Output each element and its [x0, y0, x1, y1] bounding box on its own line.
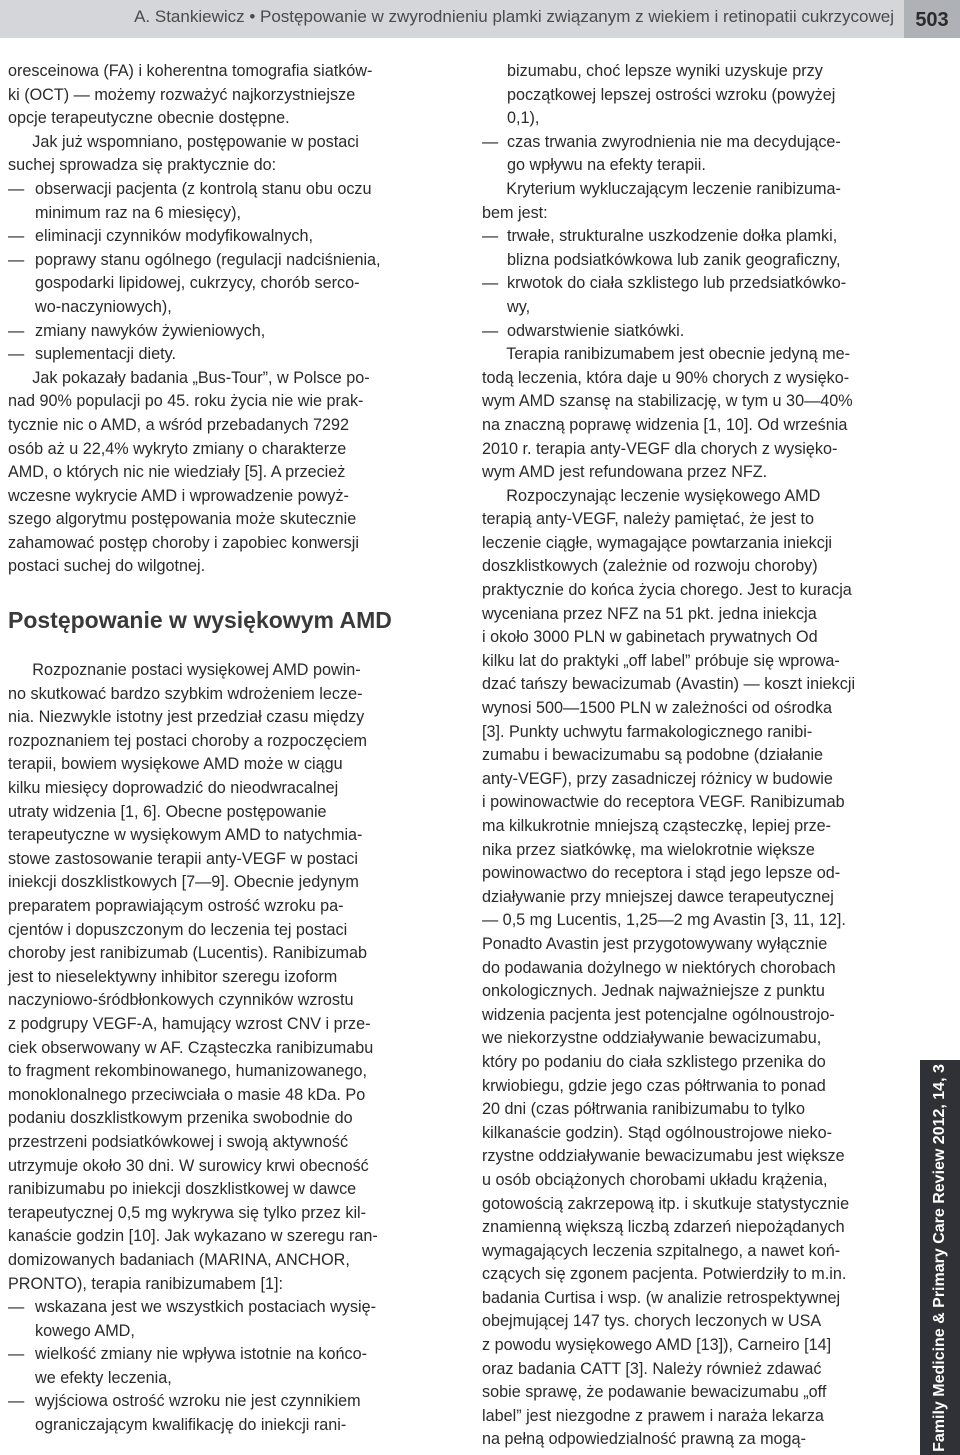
list-item [482, 131, 907, 178]
text-line: domizowanych badaniach (MARINA, ANCHOR, [8, 1250, 350, 1269]
text-line: 20 dni (czas półtrwania ranibizumabu to tylko [482, 1100, 806, 1119]
text-line: monoklonalnego przeciwciała o masie 48 kDa. Po [8, 1085, 366, 1104]
dash-bullet: — [8, 321, 25, 340]
list-item [8, 343, 453, 367]
text-line: onkologicznych. Jednak najważniejsze z punktu [482, 982, 825, 1001]
list-item-line: wo-naczyniowych), [35, 297, 172, 316]
text-line: podaniu doszklistkowym przenika swobodnie do [8, 1109, 353, 1128]
text-line: ki (OCT) — możemy rozważyć najkorzystniejsze [8, 85, 356, 104]
text-line: i około 3000 PLN w gabinetach prywatnych Od [482, 628, 818, 647]
text-line: PRONTO), terapia ranibizumabem [1]: [8, 1274, 283, 1293]
text-line: wynosi 500—1500 PLN w zależności od ośrodka [482, 699, 833, 718]
list-item-line: gospodarki lipidowej, cukrzycy, chorób serco- [35, 274, 360, 293]
text-line: — 0,5 mg Lucentis, 1,25—2 mg Avastin [3, 11, 12]. [482, 911, 846, 930]
text-line: badania Curtisa i wsp. (w analizie retrospektywnej [482, 1288, 841, 1307]
dash-bullet: — [8, 179, 25, 198]
text-line: i powinowactwie do receptora VEGF. Ranibizumab [482, 793, 845, 812]
text-line: wym AMD szansę na stabilizację, w tym u 30—40% [482, 392, 853, 411]
text-line: Jak już wspomniano, postępowanie w postaci [8, 132, 359, 151]
left-top-text [8, 60, 453, 178]
list-item-line: — eliminacji czynników modyfikowalnych, [8, 225, 453, 249]
list-item [8, 225, 453, 249]
list-item-line: — czas trwania zwyrodnienia nie ma decydujące- [482, 131, 907, 155]
text-line: wczesne wykrycie AMD i wprowadzenie powyż- [8, 486, 349, 505]
text-line: widzenia pacjenta jest potencjalne ogólnoustrojo- [482, 1005, 835, 1024]
text-line: leczenie ciągłe, wymagające powtarzania iniekcji [482, 533, 833, 552]
text-line: praktycznie do końca życia chorego. Jest to kuracja [482, 581, 852, 600]
list-item [482, 320, 907, 344]
running-header [0, 0, 960, 38]
text-line: czących się zgonem pacjenta. Potwierdziły to m.in. [482, 1265, 847, 1284]
text-line: z podgrupy VEGF-A, hamujący wzrost CNV i prze- [8, 1014, 371, 1033]
text-line: Rozpoczynając leczenie wysiękowego AMD [482, 486, 821, 505]
text-line: zumabu i bewacizumabu są podobne (działanie [482, 746, 824, 765]
text-line: ranibizumabu po iniekcji doszklistkowej w dawce [8, 1180, 357, 1199]
text-line: wym AMD jest refundowana przez NFZ. [482, 463, 768, 482]
list-item-line: kowego AMD, [35, 1321, 135, 1340]
text-line: suchej sprowadza się praktycznie do: [8, 156, 277, 175]
text-line: przestrzeni podsiatkówkowej i swoją aktywność [8, 1132, 349, 1151]
list-item-line: — poprawy stanu ogólnego (regulacji nadciśnienia, [8, 249, 453, 273]
list-item [482, 60, 907, 131]
left-bullet-list-2 [8, 1296, 453, 1438]
text-line: powinowactwo do receptora i stąd jego lepsze od- [482, 864, 841, 883]
text-line: osób aż u 22,4% wykryto zmiany o charakterze [8, 439, 347, 458]
text-line: jest to nieselektywny inhibitor szeregu izoform [8, 967, 338, 986]
list-item-line: go wpływu na efekty terapii. [507, 156, 706, 175]
text-line: szego algorytmu postępowania może skutecznie [8, 510, 357, 529]
list-item-line: początkowej lepszej ostrości wzroku (powyżej [507, 85, 836, 104]
text-line: ma kilkukrotnie mniejszą cząsteczkę, lepiej prze- [482, 817, 832, 835]
dash-bullet: — [8, 1298, 25, 1317]
text-line: bem jest: [482, 203, 548, 222]
text-line: na pełną odpowiedzialność prawną za mogą- [482, 1430, 806, 1449]
text-line: label” jest niezgodne z prawem i naraża lekarza [482, 1406, 824, 1425]
text-line: choroby jest ranibizumab (Lucentis). Ranibizumab [8, 944, 367, 963]
text-line: do podawania dożylnego w niektórych chorobach [482, 958, 836, 977]
page-number: 503 [904, 0, 960, 38]
text-line: preparatem poprawiającym ostrość wzroku pa- [8, 897, 344, 915]
text-line: no skutkować bardzo szybkim wdrożeniem lecze- [8, 684, 363, 703]
list-item [8, 320, 453, 344]
list-item-line: — odwarstwienie siatkówki. [482, 320, 907, 344]
left-paragraph-2 [8, 659, 453, 1296]
list-item-line: blizna podsiatkówkowa lub zanik geograficzny, [507, 250, 841, 269]
text-line: Jak pokazały badania „Bus-Tour”, w Polsce po- [8, 368, 370, 387]
text-line: rzystne oddziaływanie bewacizumabu jest większe [482, 1147, 845, 1166]
text-line: nika przez siatkówkę, ma wielokrotnie większe [482, 840, 815, 859]
text-line: utrzymuje około 30 dni. W surowicy krwi obecność [8, 1156, 369, 1175]
text-line: dzać tańszy bewacizumab (Avastin) — koszt iniekcji [482, 675, 856, 694]
list-item [8, 1390, 453, 1437]
list-item-line: bizumabu, choć lepsze wyniki uzyskuje przy [507, 62, 823, 80]
dash-bullet: — [8, 1392, 25, 1411]
text-line: utraty widzenia [1, 6]. Obecne postępowanie [8, 802, 327, 821]
list-item [8, 1343, 453, 1390]
text-line: gotowością zakrzepową itp. i skutkuje statystycznie [482, 1194, 850, 1213]
text-line: naczyniowo-śródbłonkowych czynników wzrostu [8, 991, 354, 1010]
text-line: który po podaniu do ciała szklistego przenika do [482, 1052, 826, 1071]
text-line: ciek obserwowany w AF. Cząsteczka ranibizumabu [8, 1038, 374, 1057]
list-item [482, 225, 907, 272]
list-item [8, 1296, 453, 1343]
text-line: kilku lat do praktyki „off label” próbuje się wprowa- [482, 651, 840, 670]
list-item-line: — wyjściowa ostrość wzroku nie jest czynnikiem [8, 1390, 453, 1414]
list-item-line: minimum raz na 6 miesięcy), [35, 203, 241, 222]
text-line: [3]. Punkty uchwytu farmakologicznego ranibi- [482, 722, 813, 741]
dash-bullet: — [8, 227, 25, 246]
dash-bullet: — [8, 250, 25, 269]
right-paragraph-1 [482, 178, 907, 225]
list-item-line: 0,1), [507, 109, 540, 128]
text-line: terapeutycznej 0,5 mg wykrywa się tylko przez kil- [8, 1203, 367, 1222]
text-line: kilkanaście godzin). Stąd ogólnoustrojowe nieko- [482, 1123, 833, 1142]
list-item-line: — wielkość zmiany nie wpływa istotnie na końco- [8, 1343, 453, 1367]
dash-bullet: — [482, 321, 499, 340]
journal-name: Family Medicine & Primary Care Review 2012, 14, 3 [931, 1063, 948, 1452]
left-paragraph-1 [8, 367, 453, 579]
text-line: we niekorzystne oddziaływanie bewacizumabu, [482, 1029, 822, 1048]
text-line: cjentów i dopuszczonym do leczenia tej postaci [8, 920, 348, 939]
dash-bullet: — [482, 227, 499, 246]
text-line: todą leczenia, która daje u 90% chorych z wysięko- [482, 368, 850, 387]
text-line: opcje terapeutyczne obecnie dostępne. [8, 109, 290, 128]
list-item [8, 249, 453, 320]
text-line: tycznie nic o AMD, a wśród przebadanych 7292 [8, 415, 350, 434]
text-line: rozpoznaniem tej postaci choroby a rozpoczęciem [8, 731, 368, 750]
text-line: u osób obciążonych chorobami układu krążenia, [482, 1170, 828, 1189]
list-item-line: — wskazana jest we wszystkich postaciach wysię- [8, 1296, 453, 1320]
right-bullet-list-2 [482, 225, 907, 343]
text-line: Ponadto Avastin jest przygotowywany wyłącznie [482, 934, 828, 953]
text-line: 2010 r. terapia anty-VEGF dla chorych z wysięko- [482, 439, 838, 458]
text-line: nia. Niezwykle istotny jest przedział czasu między [8, 708, 365, 727]
text-line: terapeutyczne w wysiękowym AMD to natychmia- [8, 826, 363, 845]
text-line: to fragment rekombinowanego, humanizowanego, [8, 1062, 368, 1081]
text-line: Rozpoznanie postaci wysiękowej AMD powin- [8, 661, 361, 680]
text-line: nad 90% populacji po 45. roku życia nie wie prak- [8, 392, 364, 411]
text-line: sobie sprawę, że podawanie bewacizumabu „off [482, 1383, 827, 1402]
list-item-line: — trwałe, strukturalne uszkodzenie dołka plamki, [482, 225, 907, 249]
text-line: krwiobiegu, gdzie jego czas półtrwania to ponad [482, 1076, 826, 1095]
text-line: zahamować postęp choroby i zapobiec konwersji [8, 533, 359, 552]
running-title: A. Stankiewicz • Postępowanie w zwyrodnieniu plamki związanym z wiekiem i retinopatii cukrzycowej [134, 7, 894, 26]
text-line: wymagających leczenia szpitalnego, a nawet koń- [482, 1241, 841, 1260]
text-line: terapii, bowiem wysiękowe AMD może w ciągu [8, 755, 343, 774]
text-line: AMD, o których nic nie wiedziały [5]. A przecież [8, 463, 346, 482]
text-line: stowe zastosowanie terapii anty-VEGF w postaci [8, 849, 358, 868]
text-line: z powodu wysiękowego AMD [13]), Carneiro [14] [482, 1336, 832, 1355]
list-item-line: — suplementacji diety. [8, 343, 453, 367]
text-line: doszklistkowych (zależnie od rozwoju choroby) [482, 557, 818, 576]
list-item [8, 178, 453, 225]
text-line: Terapia ranibizumabem jest obecnie jedyną me- [482, 345, 850, 364]
text-line: postaci suchej do wilgotnej. [8, 557, 206, 576]
text-line: działywanie przy mniejszej dawce terapeutycznej [482, 887, 834, 906]
journal-sidebar [920, 1060, 960, 1455]
dash-bullet: — [8, 345, 25, 364]
list-item-line: — obserwacji pacjenta (z kontrolą stanu obu oczu [8, 178, 453, 202]
list-item-line: wy, [507, 297, 531, 316]
text-line: iniekcji doszklistkowych [7—9]. Obecnie jedynym [8, 873, 359, 892]
dash-bullet: — [482, 132, 499, 151]
section-heading: Postępowanie w wysiękowym AMD [8, 607, 392, 634]
text-line: kilku miesięcy doprowadzić do nieodwracalnej [8, 779, 339, 798]
text-line: wyceniana przez NFZ na 51 pkt. jedna iniekcja [482, 604, 817, 623]
text-line: terapią anty-VEGF, należy pamiętać, że jest to [482, 510, 815, 529]
text-line: obejmującej 147 tys. chorych leczonych w USA [482, 1312, 822, 1331]
list-item-line: ograniczającym kwalifikację do iniekcji rani- [35, 1416, 347, 1435]
right-bullet-continuation [482, 60, 907, 178]
list-item [482, 272, 907, 319]
text-line: Kryterium wykluczającym leczenie ranibizuma- [482, 179, 841, 198]
dash-bullet: — [482, 274, 499, 293]
right-paragraph-2 [482, 343, 907, 1452]
left-column [8, 60, 453, 1438]
left-bullet-list-1 [8, 178, 453, 367]
list-item-line: — zmiany nawyków żywieniowych, [8, 320, 453, 344]
dash-bullet: — [8, 1345, 25, 1364]
text-line: oresceinowa (FA) i koherentna tomografia siatków- [8, 62, 373, 80]
list-item-line: — krwotok do ciała szklistego lub przedsiatkówko- [482, 272, 907, 296]
text-line: oraz badania CATT [3]. Należy również zdawać [482, 1359, 822, 1378]
text-line: anty-VEGF), przy zasadniczej różnicy w budowie [482, 769, 833, 788]
list-item-line: we efekty leczenia, [35, 1368, 172, 1387]
right-column [482, 60, 907, 1452]
text-line: znamienną większą liczbą zdarzeń niepożądanych [482, 1218, 845, 1237]
text-line: na znaczną poprawę widzenia [1, 10]. Od września [482, 415, 848, 434]
text-line: kanaście godzin [10]. Jak wykazano w szeregu ran- [8, 1227, 378, 1246]
